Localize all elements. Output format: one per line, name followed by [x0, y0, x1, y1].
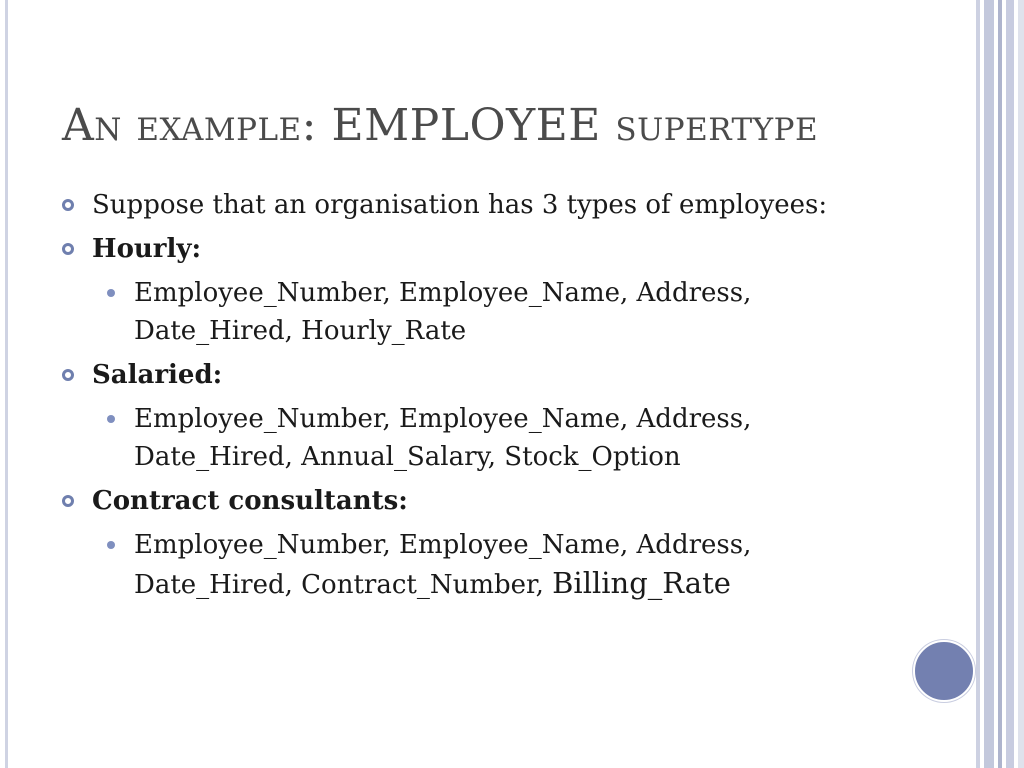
slide-title: An example: EMPLOYEE supertype	[62, 100, 819, 151]
bullet-item-hourly: Hourly:	[62, 230, 882, 268]
bullet-item-salaried: Salaried:	[62, 356, 882, 394]
bullet-item-contract: Contract consultants:	[62, 482, 882, 520]
decorative-circle	[913, 640, 975, 702]
sub-bullet-contract-attributes: Employee_Number, Employee_Name, Address, Date_Hired, Contract_Number, Billing_Rate	[62, 526, 882, 604]
sub-bullet-salaried-attributes: Employee_Number, Employee_Name, Address, Date_Hired, Annual_Salary, Stock_Option	[62, 400, 882, 476]
right-decorative-bars	[976, 0, 1024, 768]
dot-bullet-icon	[107, 415, 115, 423]
left-border-line	[5, 0, 8, 768]
dot-bullet-icon	[107, 289, 115, 297]
dot-bullet-icon	[107, 541, 115, 549]
hollow-bullet-icon	[62, 495, 74, 507]
sub-bullet-hourly-attributes: Employee_Number, Employee_Name, Address, Date_Hired, Hourly_Rate	[62, 274, 882, 350]
hollow-bullet-icon	[62, 199, 74, 211]
hollow-bullet-icon	[62, 243, 74, 255]
bullet-item-intro: Suppose that an organisation has 3 types of employees:	[62, 186, 882, 224]
hollow-bullet-icon	[62, 369, 74, 381]
slide-body	[62, 186, 882, 610]
